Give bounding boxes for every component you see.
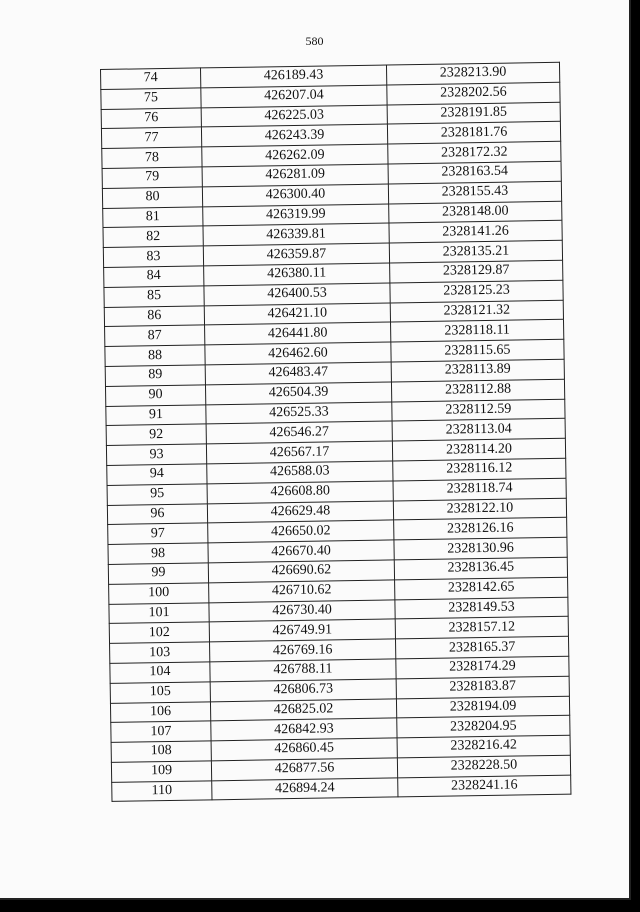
coordinate-table xyxy=(100,62,571,803)
y-coordinate-cell: 2328136.45 xyxy=(394,557,567,580)
point-number-cell: 99 xyxy=(108,563,208,584)
x-coordinate-cell: 426825.02 xyxy=(210,698,396,721)
y-coordinate-cell: 2328181.76 xyxy=(387,122,560,145)
x-coordinate-cell: 426608.80 xyxy=(207,481,393,504)
y-coordinate-cell: 2328130.96 xyxy=(394,537,567,560)
y-coordinate-cell: 2328202.56 xyxy=(387,82,560,105)
point-number-cell: 75 xyxy=(101,88,201,109)
point-number-cell: 101 xyxy=(109,602,209,623)
y-coordinate-cell: 2328112.88 xyxy=(391,379,564,402)
point-number-cell: 110 xyxy=(112,781,212,802)
x-coordinate-cell: 426650.02 xyxy=(208,520,394,543)
x-coordinate-cell: 426546.27 xyxy=(206,421,392,444)
point-number-cell: 74 xyxy=(101,68,201,89)
y-coordinate-cell: 2328241.16 xyxy=(398,775,571,798)
x-coordinate-cell: 426877.56 xyxy=(211,758,397,781)
x-coordinate-cell: 426749.91 xyxy=(209,619,395,642)
y-coordinate-cell: 2328148.00 xyxy=(389,201,562,224)
y-coordinate-cell: 2328155.43 xyxy=(388,181,561,204)
y-coordinate-cell: 2328118.74 xyxy=(393,478,566,501)
y-coordinate-cell: 2328204.95 xyxy=(397,715,570,738)
x-coordinate-cell: 426281.09 xyxy=(202,164,388,187)
x-coordinate-cell: 426710.62 xyxy=(209,580,395,603)
point-number-cell: 109 xyxy=(111,761,211,782)
y-coordinate-cell: 2328122.10 xyxy=(393,498,566,521)
y-coordinate-cell: 2328165.37 xyxy=(395,636,568,659)
y-coordinate-cell: 2328172.32 xyxy=(388,141,561,164)
point-number-cell: 93 xyxy=(106,444,206,465)
point-number-cell: 86 xyxy=(104,305,204,326)
point-number-cell: 76 xyxy=(101,108,201,129)
y-coordinate-cell: 2328174.29 xyxy=(396,656,569,679)
y-coordinate-cell: 2328116.12 xyxy=(393,458,566,481)
point-number-cell: 77 xyxy=(101,127,201,148)
x-coordinate-cell: 426380.11 xyxy=(204,263,390,286)
y-coordinate-cell: 2328157.12 xyxy=(395,617,568,640)
y-coordinate-cell: 2328113.04 xyxy=(392,419,565,442)
y-coordinate-cell: 2328121.32 xyxy=(390,300,563,323)
point-number-cell: 95 xyxy=(107,484,207,505)
point-number-cell: 82 xyxy=(103,226,203,247)
y-coordinate-cell: 2328194.09 xyxy=(396,696,569,719)
point-number-cell: 103 xyxy=(110,642,210,663)
y-coordinate-cell: 2328163.54 xyxy=(388,161,561,184)
point-number-cell: 100 xyxy=(109,583,209,604)
point-number-cell: 108 xyxy=(111,741,211,762)
x-coordinate-cell: 426225.03 xyxy=(201,105,387,128)
point-number-cell: 89 xyxy=(105,365,205,386)
y-coordinate-cell: 2328135.21 xyxy=(389,240,562,263)
x-coordinate-cell: 426588.03 xyxy=(207,461,393,484)
y-coordinate-cell: 2328125.23 xyxy=(390,280,563,303)
x-coordinate-cell: 426504.39 xyxy=(205,382,391,405)
point-number-cell: 105 xyxy=(110,682,210,703)
point-number-cell: 92 xyxy=(106,424,206,445)
point-number-cell: 97 xyxy=(108,523,208,544)
x-coordinate-cell: 426300.40 xyxy=(202,184,388,207)
y-coordinate-cell: 2328228.50 xyxy=(397,755,570,778)
point-number-cell: 84 xyxy=(104,266,204,287)
point-number-cell: 98 xyxy=(108,543,208,564)
point-number-cell: 104 xyxy=(110,662,210,683)
y-coordinate-cell: 2328216.42 xyxy=(397,735,570,758)
y-coordinate-cell: 2328149.53 xyxy=(395,597,568,620)
coordinate-table-container xyxy=(100,62,567,803)
point-number-cell: 91 xyxy=(106,404,206,425)
y-coordinate-cell: 2328118.11 xyxy=(391,320,564,343)
page-number: 580 xyxy=(305,34,324,48)
point-number-cell: 106 xyxy=(110,701,210,722)
x-coordinate-cell: 426806.73 xyxy=(210,679,396,702)
x-coordinate-cell: 426730.40 xyxy=(209,599,395,622)
y-coordinate-cell: 2328129.87 xyxy=(390,260,563,283)
y-coordinate-cell: 2328126.16 xyxy=(394,518,567,541)
x-coordinate-cell: 426462.60 xyxy=(205,342,391,365)
y-coordinate-cell: 2328183.87 xyxy=(396,676,569,699)
x-coordinate-cell: 426243.39 xyxy=(201,124,387,147)
x-coordinate-cell: 426262.09 xyxy=(202,144,388,167)
point-number-cell: 83 xyxy=(103,246,203,267)
y-coordinate-cell: 2328141.26 xyxy=(389,221,562,244)
x-coordinate-cell: 426483.47 xyxy=(205,362,391,385)
point-number-cell: 79 xyxy=(102,167,202,188)
x-coordinate-cell: 426788.11 xyxy=(210,659,396,682)
point-number-cell: 85 xyxy=(104,286,204,307)
y-coordinate-cell: 2328115.65 xyxy=(391,339,564,362)
point-number-cell: 96 xyxy=(107,503,207,524)
x-coordinate-cell: 426860.45 xyxy=(211,738,397,761)
x-coordinate-cell: 426894.24 xyxy=(212,778,398,801)
point-number-cell: 78 xyxy=(102,147,202,168)
y-coordinate-cell: 2328114.20 xyxy=(392,438,565,461)
point-number-cell: 90 xyxy=(105,385,205,406)
x-coordinate-cell: 426690.62 xyxy=(208,560,394,583)
x-coordinate-cell: 426769.16 xyxy=(210,639,396,662)
point-number-cell: 87 xyxy=(105,325,205,346)
x-coordinate-cell: 426441.80 xyxy=(205,322,391,345)
x-coordinate-cell: 426629.48 xyxy=(207,500,393,523)
coordinate-table-body xyxy=(101,62,571,802)
x-coordinate-cell: 426319.99 xyxy=(203,204,389,227)
x-coordinate-cell: 426400.53 xyxy=(204,283,390,306)
x-coordinate-cell: 426525.33 xyxy=(206,402,392,425)
x-coordinate-cell: 426421.10 xyxy=(204,303,390,326)
x-coordinate-cell: 426339.81 xyxy=(203,223,389,246)
y-coordinate-cell: 2328142.65 xyxy=(395,577,568,600)
point-number-cell: 88 xyxy=(105,345,205,366)
x-coordinate-cell: 426189.43 xyxy=(200,65,386,88)
y-coordinate-cell: 2328113.89 xyxy=(391,359,564,382)
point-number-cell: 80 xyxy=(102,187,202,208)
y-coordinate-cell: 2328191.85 xyxy=(387,102,560,125)
x-coordinate-cell: 426207.04 xyxy=(201,85,387,108)
x-coordinate-cell: 426567.17 xyxy=(206,441,392,464)
x-coordinate-cell: 426670.40 xyxy=(208,540,394,563)
point-number-cell: 81 xyxy=(103,206,203,227)
point-number-cell: 102 xyxy=(109,622,209,643)
point-number-cell: 94 xyxy=(107,464,207,485)
x-coordinate-cell: 426842.93 xyxy=(211,718,397,741)
y-coordinate-cell: 2328112.59 xyxy=(392,399,565,422)
point-number-cell: 107 xyxy=(111,721,211,742)
y-coordinate-cell: 2328213.90 xyxy=(386,62,559,85)
x-coordinate-cell: 426359.87 xyxy=(203,243,389,266)
